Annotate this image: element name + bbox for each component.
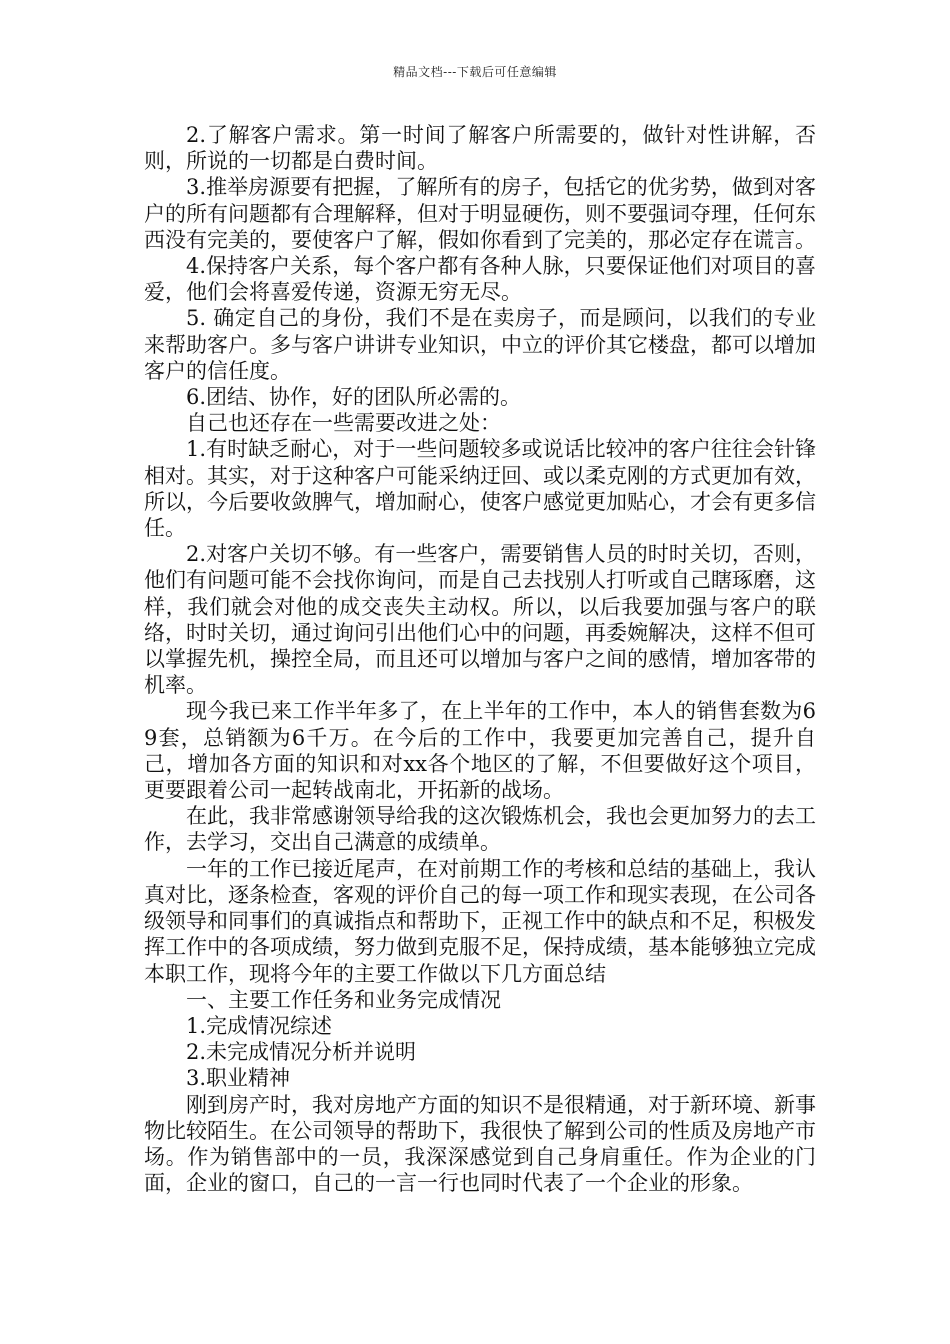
page-header: 精品文档---下载后可任意编辑 <box>393 65 557 79</box>
list-item: 1.完成情况综述 <box>186 1013 333 1038</box>
paragraph: 2.对客户关切不够。有一些客户，需要销售人员的时时关切，否则，他们有问题可能不会找你询问，而是自己去找别人打听或自己瞎琢磨，这样，我们就会对他的成交丧失主动权。所以，以后我要加强与客户的联络，时时关切，通过询问引出他们心中的问题，再委婉解决，这样不但可以掌握先机，操控全局，而且还可以增加与客户之间的感情，增加客带的机率。 <box>144 542 816 698</box>
paragraph: 3.推举房源要有把握，了解所有的房子，包括它的优劣势，做到对客户的所有问题都有合理解释，但对于明显硬伤，则不要强词夺理，任何东西没有完美的，要使客户了解，假如你看到了完美的，那必定存在谎言。 <box>144 175 816 252</box>
paragraph: 在此，我非常感谢领导给我的这次锻炼机会，我也会更加努力的去工作，去学习，交出自己满意的成绩单。 <box>144 804 816 855</box>
section-heading: 一、主要工作任务和业务完成情况 <box>186 987 501 1012</box>
document-body <box>144 122 816 1196</box>
paragraph: 2.了解客户需求。第一时间了解客户所需要的，做针对性讲解，否则，所说的一切都是白费时间。 <box>144 123 816 174</box>
paragraph: 6.团结、协作，好的团队所必需的。 <box>186 385 522 410</box>
paragraph: 5. 确定自己的身份，我们不是在卖房子，而是顾问，以我们的专业来帮助客户。多与客户讲讲专业知识，中立的评价其它楼盘，都可以增加客户的信任度。 <box>144 306 816 383</box>
list-item: 3.职业精神 <box>186 1066 291 1091</box>
paragraph: 自己也还存在一些需要改进之处： <box>186 411 501 436</box>
paragraph: 现今我已来工作半年多了，在上半年的工作中，本人的销售套数为69套，总销额为6千万。在今后的工作中，我要更加完善自己，提升自己，增加各方面的知识和对xx各个地区的了解，不但要做好这个项目，更要跟着公司一起转战南北，开拓新的战场。 <box>144 699 816 803</box>
paragraph: 刚到房产时，我对房地产方面的知识不是很精通，对于新环境、新事物比较陌生。在公司领导的帮助下，我很快了解到公司的性质及房地产市场。作为销售部中的一员，我深深感觉到自己身肩重任。作为企业的门面，企业的窗口，自己的一言一行也同时代表了一个企业的形象。 <box>144 1092 816 1196</box>
paragraph: 一年的工作已接近尾声，在对前期工作的考核和总结的基础上，我认真对比，逐条检查，客观的评价自己的每一项工作和现实表现，在公司各级领导和同事们的真诚指点和帮助下，正视工作中的缺点和不足，积极发挥工作中的各项成绩，努力做到克服不足，保持成绩，基本能够独立完成本职工作，现将今年的主要工作做以下几方面总结 <box>144 856 816 986</box>
list-item: 2.未完成情况分析并说明 <box>186 1040 417 1065</box>
paragraph: 1.有时缺乏耐心，对于一些问题较多或说话比较冲的客户往往会针锋相对。其实，对于这种客户可能采纳迂回、或以柔克刚的方式更加有效，所以，今后要收敛脾气，增加耐心，使客户感觉更加贴心，才会有更多信任。 <box>144 437 816 541</box>
paragraph: 4.保持客户关系，每个客户都有各种人脉，只要保证他们对项目的喜爱，他们会将喜爱传递，资源无穷无尽。 <box>144 254 816 305</box>
